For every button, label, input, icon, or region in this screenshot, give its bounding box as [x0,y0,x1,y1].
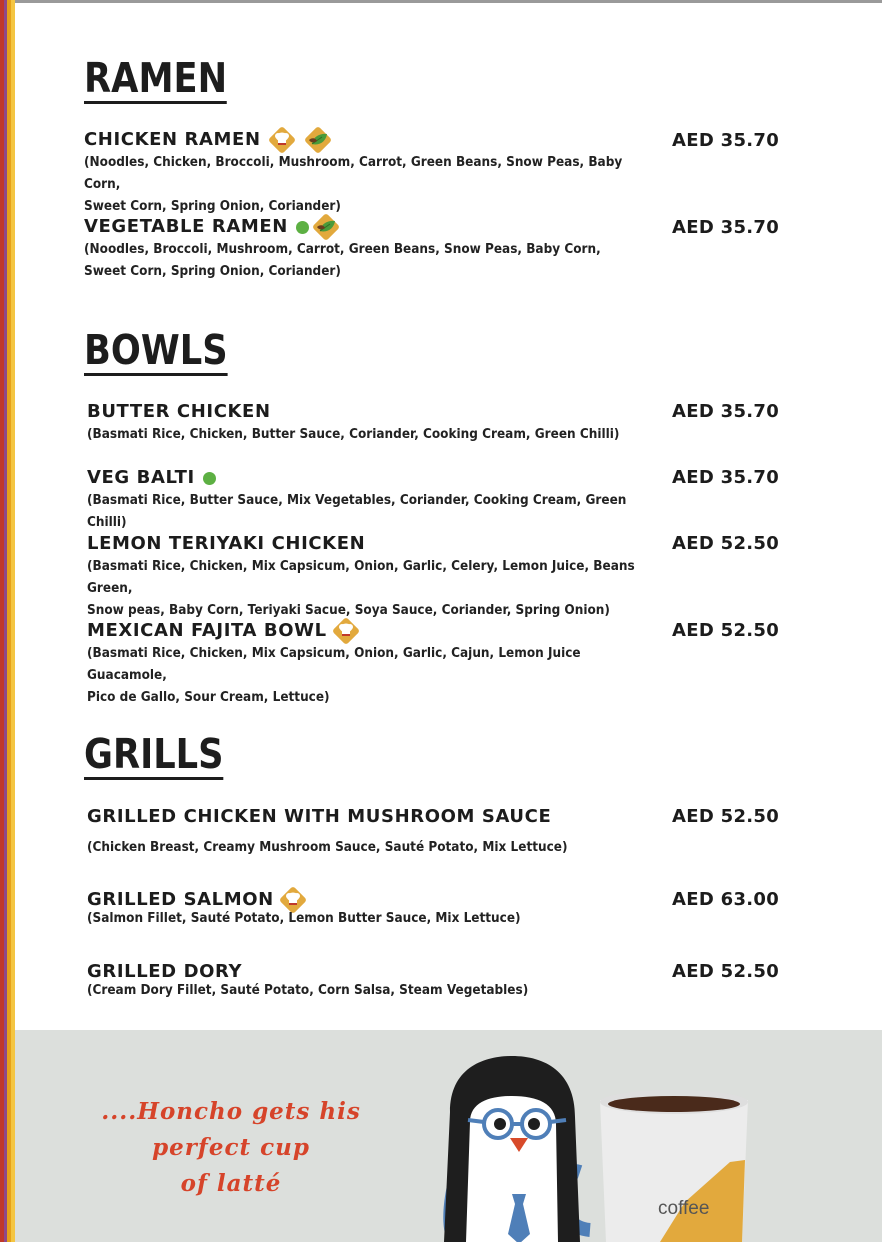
item-price: AED 52.50 [672,533,780,554]
mug-label: coffee [658,1198,710,1219]
item-name: LEMON TERIYAKI CHICKEN [87,533,366,554]
vegetarian-dot-icon [296,221,309,234]
item-name: VEG BALTI [87,467,195,488]
item-name: GRILLED CHICKEN WITH MUSHROOM SAUCE [87,806,552,827]
chef-recommendation-icon [267,125,297,155]
item-name: GRILLED DORY [87,961,243,982]
item-price: AED 35.70 [672,467,780,488]
item-description-line-2: Pico de Gallo, Sour Cream, Lettuce) [87,690,330,705]
item-price: AED 63.00 [672,889,780,910]
penguin-mascot-illustration [430,1052,760,1242]
item-description-line-2: Snow peas, Baby Corn, Teriyaki Sacue, Soya Sauce, Coriander, Spring Onion) [87,603,610,618]
item-description-line-1: (Noodles, Broccoli, Mushroom, Carrot, Green Beans, Snow Peas, Baby Corn, [84,242,601,257]
healthy-leaf-icon [311,212,341,242]
item-description: (Salmon Fillet, Sauté Potato, Lemon Butter Sauce, Mix Lettuce) [87,911,521,926]
section-title-bowls: BOWLS [84,326,228,374]
tagline-line-3: of latté [180,1170,282,1197]
item-price: AED 35.70 [672,130,780,151]
item-description: (Basmati Rice, Butter Sauce, Mix Vegetables, Coriander, Cooking Cream, Green Chilli) [87,493,627,530]
item-description-line-1: (Basmati Rice, Chicken, Mix Capsicum, Onion, Garlic, Celery, Lemon Juice, Beans Green, [87,559,635,596]
section-title-ramen: RAMEN [84,54,228,102]
healthy-leaf-icon [303,125,333,155]
item-description-line-1: (Noodles, Chicken, Broccoli, Mushroom, Carrot, Green Beans, Snow Peas, Baby Corn, [84,155,623,192]
item-name: MEXICAN FAJITA BOWL [87,620,327,641]
item-description: (Basmati Rice, Chicken, Butter Sauce, Coriander, Cooking Cream, Green Chilli) [87,427,620,442]
top-border [0,0,882,3]
item-name: BUTTER CHICKEN [87,401,271,422]
footer-banner [15,1030,882,1242]
left-color-stripes [0,0,15,1242]
item-description-line-1: (Basmati Rice, Chicken, Mix Capsicum, Onion, Garlic, Cajun, Lemon Juice Guacamole, [87,646,581,683]
item-name: GRILLED SALMON [87,889,274,910]
tagline-line-1: ....Honcho gets his [101,1098,361,1125]
item-price: AED 52.50 [672,806,780,827]
item-description-line-2: Sweet Corn, Spring Onion, Coriander) [84,264,341,279]
item-price: AED 35.70 [672,217,780,238]
item-price: AED 52.50 [672,961,780,982]
item-description-line-2: Sweet Corn, Spring Onion, Coriander) [84,199,341,214]
item-price: AED 35.70 [672,401,780,422]
item-name: CHICKEN RAMEN [84,129,261,150]
footer-tagline [101,1094,361,1202]
item-price: AED 52.50 [672,620,780,641]
tagline-line-2: perfect cup [152,1134,310,1161]
item-description: (Cream Dory Fillet, Sauté Potato, Corn Salsa, Steam Vegetables) [87,983,529,998]
vegetarian-dot-icon [203,472,216,485]
item-name: VEGETABLE RAMEN [84,216,288,237]
section-title-grills: GRILLS [84,730,224,778]
chef-recommendation-icon [331,616,361,646]
item-description: (Chicken Breast, Creamy Mushroom Sauce, Sauté Potato, Mix Lettuce) [87,840,568,855]
